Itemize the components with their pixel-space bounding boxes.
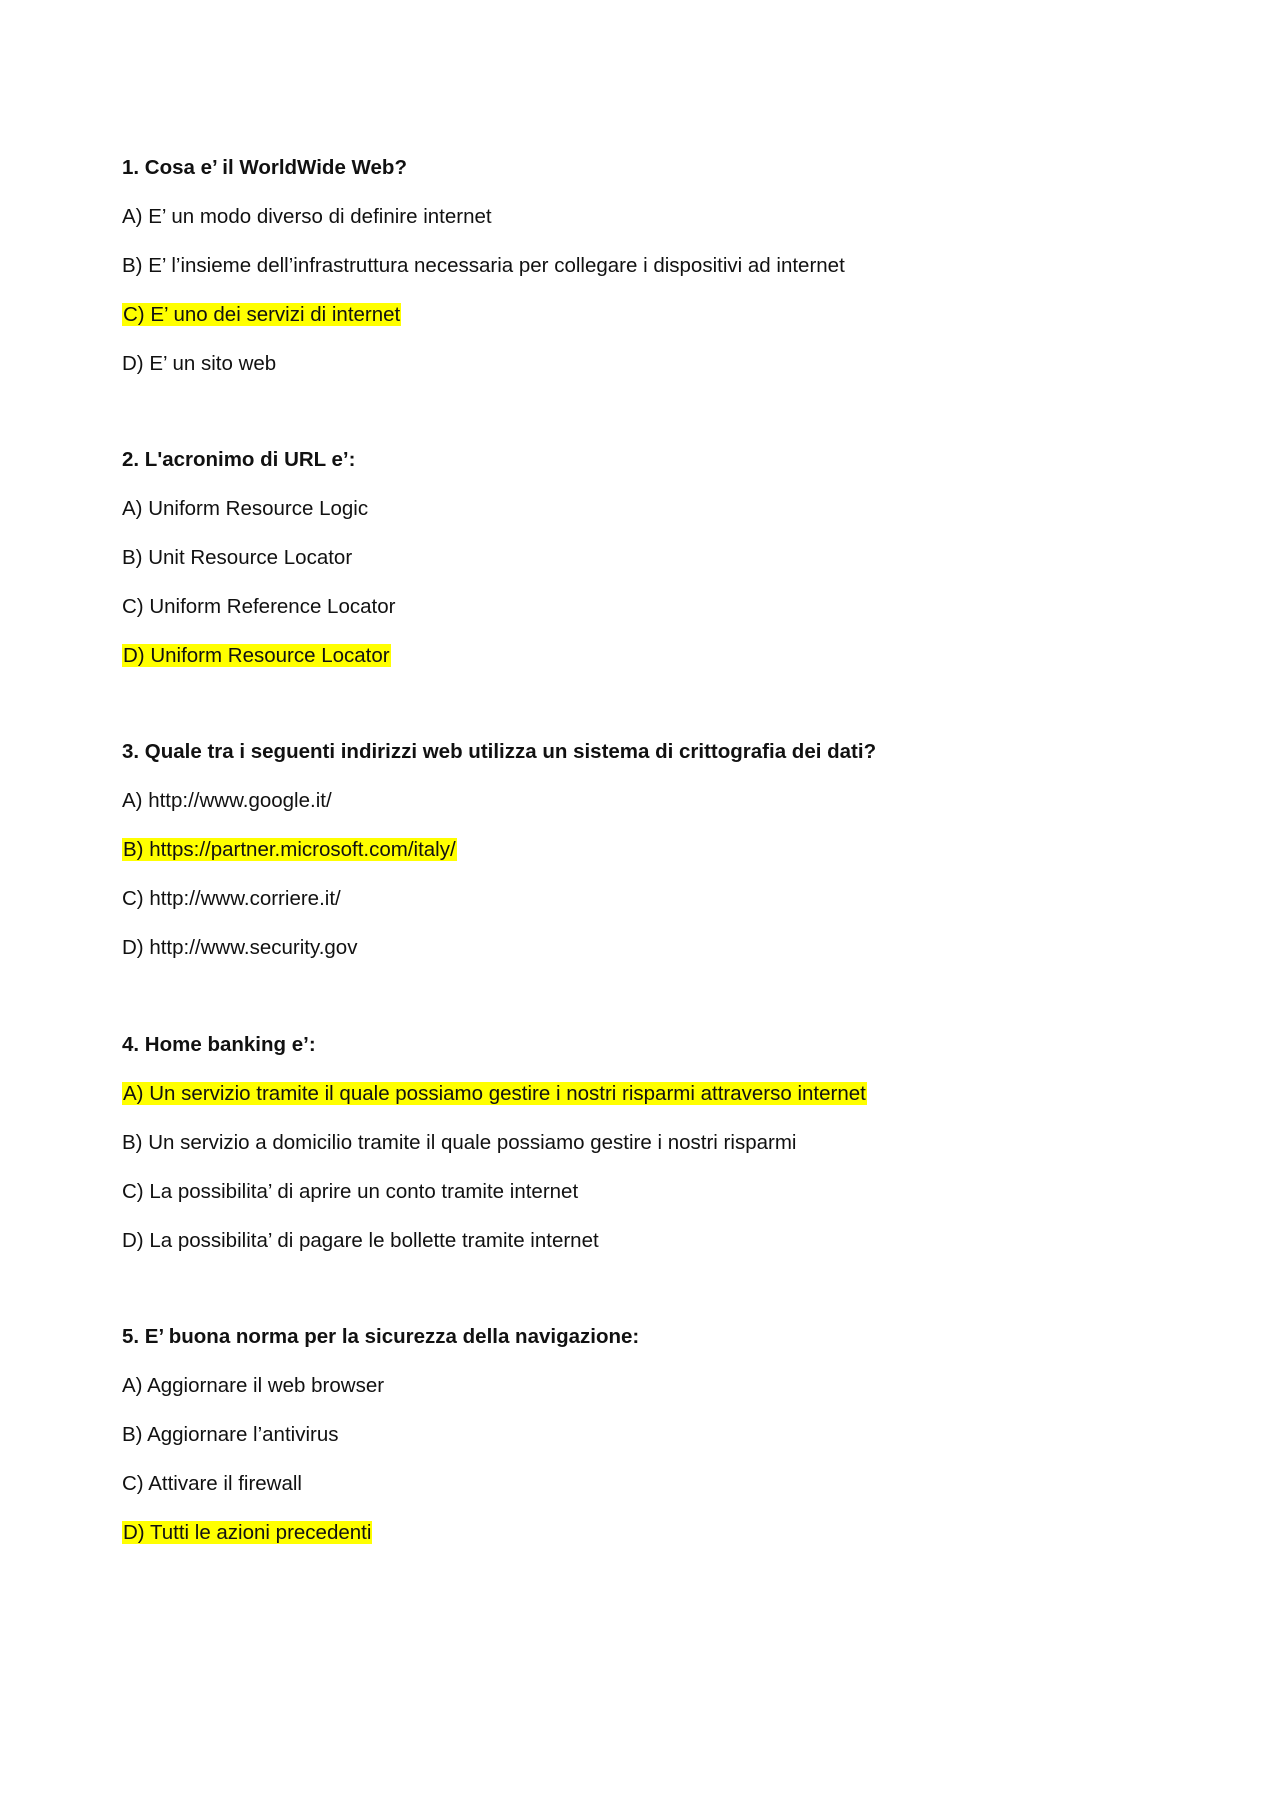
question-block <box>122 1323 639 1568</box>
answer-option: A) Aggiornare il web browser <box>122 1374 385 1397</box>
answer-option-row <box>122 544 395 593</box>
answer-option: D) http://www.security.gov <box>122 936 358 959</box>
correct-answer-highlighted: D) Uniform Resource Locator <box>123 644 390 667</box>
answer-option: B) Aggiornare l’antivirus <box>122 1423 339 1446</box>
answer-option-row <box>122 301 845 350</box>
correct-answer-highlighted: A) Un servizio tramite il quale possiamo gestire i nostri risparmi attraverso internet <box>123 1082 866 1105</box>
answer-option: C) La possibilita’ di aprire un conto tramite internet <box>122 1180 579 1203</box>
answer-option-row <box>122 787 876 836</box>
answer-option-row <box>122 495 395 544</box>
answer-option: B) Unit Resource Locator <box>122 546 353 569</box>
answer-option-row <box>122 1227 867 1276</box>
correct-answer-highlighted: B) https://partner.microsoft.com/italy/ <box>123 838 456 861</box>
answer-option: B) E’ l’insieme dell’infrastruttura necessaria per collegare i dispositivi ad internet <box>122 254 845 277</box>
question-block <box>122 738 876 983</box>
answer-option-row <box>122 1178 867 1227</box>
question-block <box>122 446 395 691</box>
answer-option: D) La possibilita’ di pagare le bollette tramite internet <box>122 1229 599 1252</box>
answer-option: C) Uniform Reference Locator <box>122 595 396 618</box>
answer-option-row <box>122 252 845 301</box>
answer-option-row <box>122 1470 639 1519</box>
answer-option: C) http://www.corriere.it/ <box>122 887 341 910</box>
question-title: 5. E’ buona norma per la sicurezza della navigazione: <box>122 1325 640 1348</box>
answer-option-row <box>122 1080 867 1129</box>
answer-option: A) http://www.google.it/ <box>122 789 332 812</box>
answer-option-row <box>122 350 845 399</box>
answer-option-row <box>122 593 395 642</box>
answer-option-row <box>122 1372 639 1421</box>
correct-answer-highlighted: D) Tutti le azioni precedenti <box>123 1521 372 1544</box>
answer-option: D) E’ un sito web <box>122 352 277 375</box>
answer-option: B) Un servizio a domicilio tramite il quale possiamo gestire i nostri risparmi <box>122 1131 797 1154</box>
answer-option: A) Uniform Resource Logic <box>122 497 369 520</box>
question-block <box>122 154 845 399</box>
answer-option: C) Attivare il firewall <box>122 1472 302 1495</box>
question-block <box>122 1031 867 1276</box>
answer-option: A) E’ un modo diverso di definire internet <box>122 205 492 228</box>
answer-option-row <box>122 934 876 983</box>
answer-option-row <box>122 1421 639 1470</box>
question-title: 4. Home banking e’: <box>122 1033 316 1056</box>
question-title: 3. Quale tra i seguenti indirizzi web utilizza un sistema di crittografia dei dati? <box>122 740 877 763</box>
question-title: 2. L'acronimo di URL e’: <box>122 448 356 471</box>
answer-option-row <box>122 885 876 934</box>
question-title: 1. Cosa e’ il WorldWide Web? <box>122 156 407 179</box>
answer-option-row <box>122 1129 867 1178</box>
answer-option-row <box>122 203 845 252</box>
answer-option-row <box>122 642 395 691</box>
answer-option-row <box>122 1519 639 1568</box>
correct-answer-highlighted: C) E’ uno dei servizi di internet <box>123 303 401 326</box>
answer-option-row <box>122 836 876 885</box>
